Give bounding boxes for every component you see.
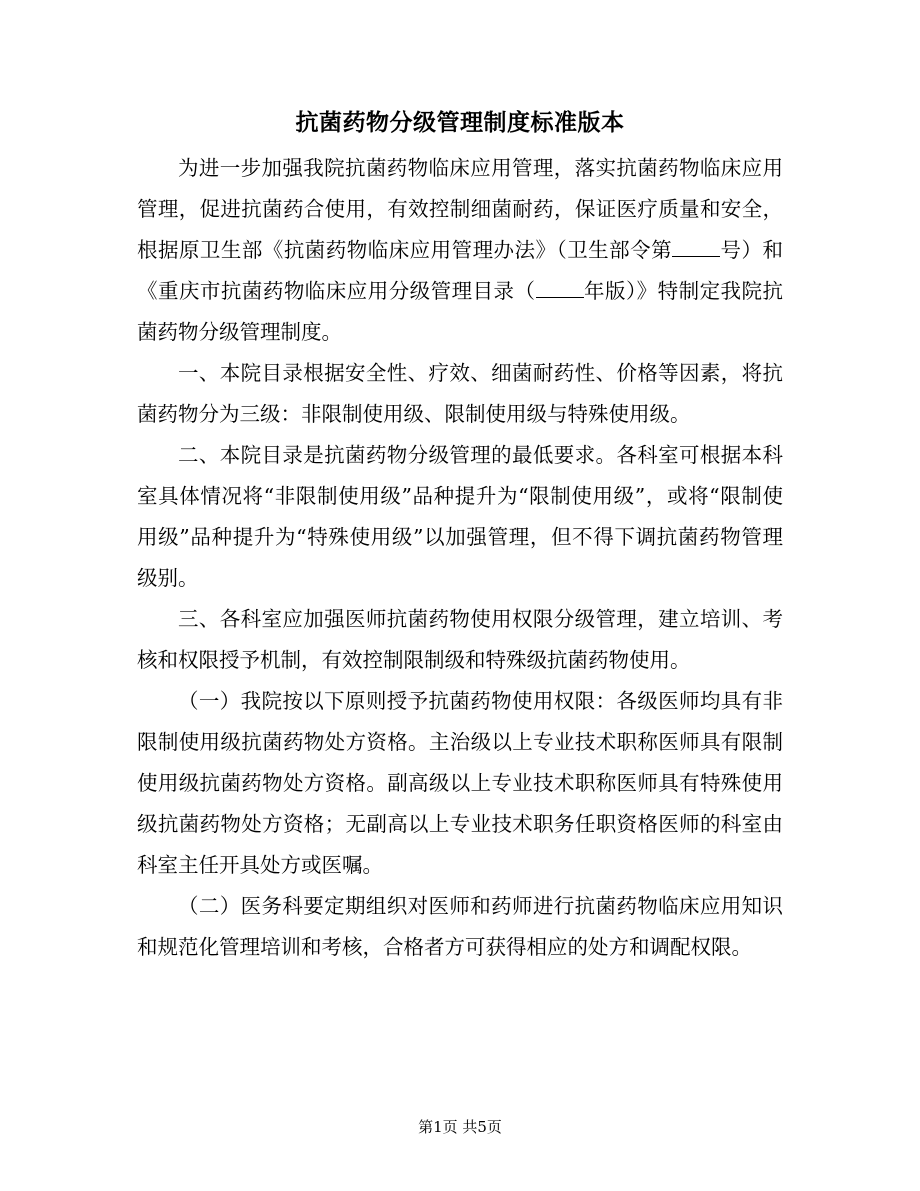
- document-title: 抗菌药物分级管理制度标准版本: [295, 109, 625, 136]
- section-paragraph-5: （二）医务科要定期组织对医师和药师进行抗菌药物临床应用知识和规范化管理培训和考核，合格者方可获得相应的处方和调配权限。: [137, 894, 783, 959]
- section-paragraph-1: 一、本院目录根据安全性、疗效、细菌耐药性、价格等因素，将抗菌药物分为三级：非限制使用级、限制使用级与特殊使用级。: [137, 361, 783, 426]
- intro-paragraph: [137, 148, 783, 353]
- section-paragraph-4: （一）我院按以下原则授予抗菌药物使用权限：各级医师均具有非限制使用级抗菌药物处方资格。主治级以上专业技术职称医师具有限制使用级抗菌药物处方资格。副高级以上专业技术职称医师具有特殊使用级抗菌药物处方资格；无副高以上专业技术职务任职资格医师的科室由科室主任开具处方或医嘱。: [137, 689, 783, 877]
- intro-text-2: 号）和《重庆市抗菌药物临床应用分级管理目录（: [137, 238, 784, 303]
- intro-text-3: 年版）》特制定我院抗菌药物分级管理制度。: [137, 279, 784, 344]
- document-body: [137, 148, 783, 968]
- intro-text-1: 为进一步加强我院抗菌药物临床应用管理，落实抗菌药物临床应用管理，促进抗菌药合使用，有效控制细菌耐药，保证医疗质量和安全，根据原卫生部《抗菌药物临床应用管理办法》（卫生部令第: [137, 156, 783, 262]
- section-paragraph-2: 二、本院目录是抗菌药物分级管理的最低要求。各科室可根据本科室具体情况将“非限制使用级”品种提升为“限制使用级”，或将“限制使用级”品种提升为“特殊使用级”以加强管理，但不得下调抗菌药物管理级别。: [137, 443, 783, 590]
- blank-line-1: [672, 238, 720, 257]
- page-footer: 第1页 共5页: [418, 1118, 502, 1136]
- blank-line-2: [536, 279, 584, 298]
- section-paragraph-3: 三、各科室应加强医师抗菌药物使用权限分级管理，建立培训、考核和权限授予机制，有效控制限制级和特殊级抗菌药物使用。: [137, 607, 783, 672]
